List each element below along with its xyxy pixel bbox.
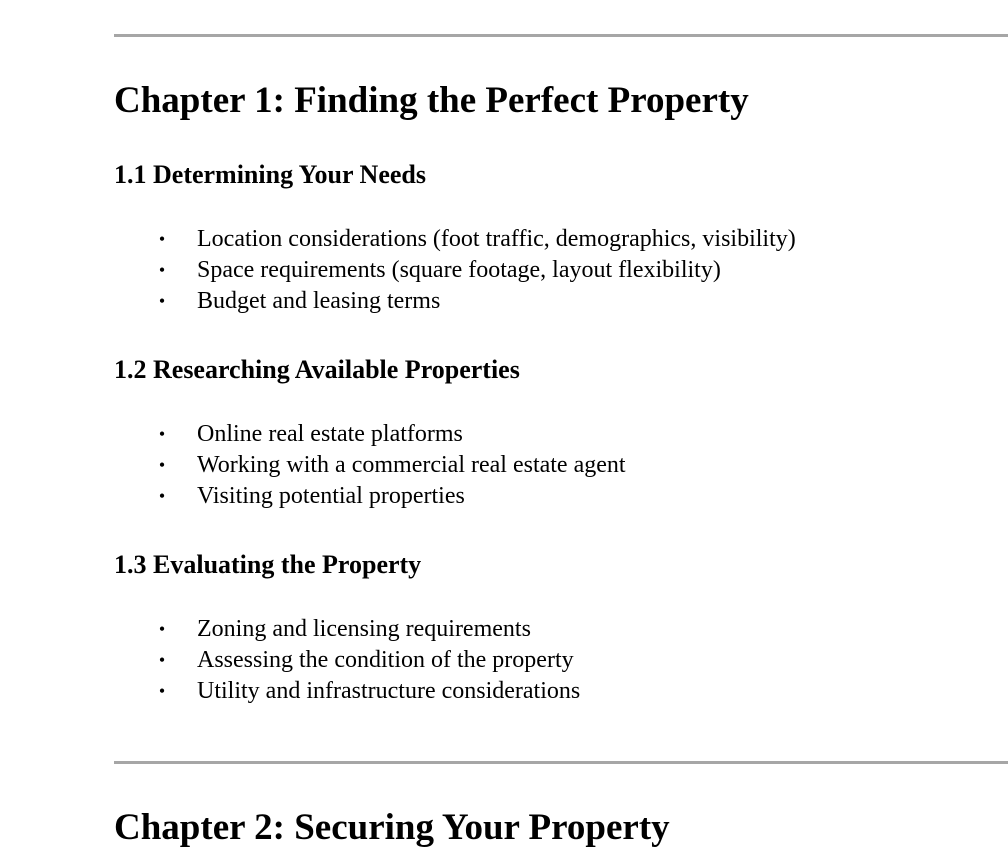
list-item-text: Online real estate platforms xyxy=(197,421,463,447)
section-heading: 1.1 Determining Your Needs xyxy=(114,160,426,189)
list-item-text: Visiting potential properties xyxy=(197,483,465,509)
list-item-text: Budget and leasing terms xyxy=(197,288,441,314)
section-heading: 1.2 Researching Available Properties xyxy=(114,355,520,384)
list-item-text: Utility and infrastructure considerations xyxy=(197,678,581,704)
bullet-icon: • xyxy=(158,260,166,280)
horizontal-rule xyxy=(114,761,1008,764)
list-item-text: Zoning and licensing requirements xyxy=(197,616,531,642)
bullet-icon: • xyxy=(158,424,166,444)
list-item-text: Location considerations (foot traffic, demographics, visibility) xyxy=(197,226,796,252)
horizontal-rule xyxy=(114,34,1008,37)
list-item-text: Space requirements (square footage, layout flexibility) xyxy=(197,257,721,283)
bullet-icon: • xyxy=(158,681,166,701)
bullet-icon: • xyxy=(158,486,166,506)
list-item-text: Assessing the condition of the property xyxy=(197,647,574,673)
bullet-icon: • xyxy=(158,229,166,249)
bullet-icon: • xyxy=(158,650,166,670)
bullet-icon: • xyxy=(158,619,166,639)
list-item-text: Working with a commercial real estate agent xyxy=(197,452,626,478)
section-heading: 1.3 Evaluating the Property xyxy=(114,550,422,579)
bullet-icon: • xyxy=(158,291,166,311)
chapter-title: Chapter 2: Securing Your Property xyxy=(114,807,670,848)
bullet-icon: • xyxy=(158,455,166,475)
chapter-title: Chapter 1: Finding the Perfect Property xyxy=(114,80,749,121)
